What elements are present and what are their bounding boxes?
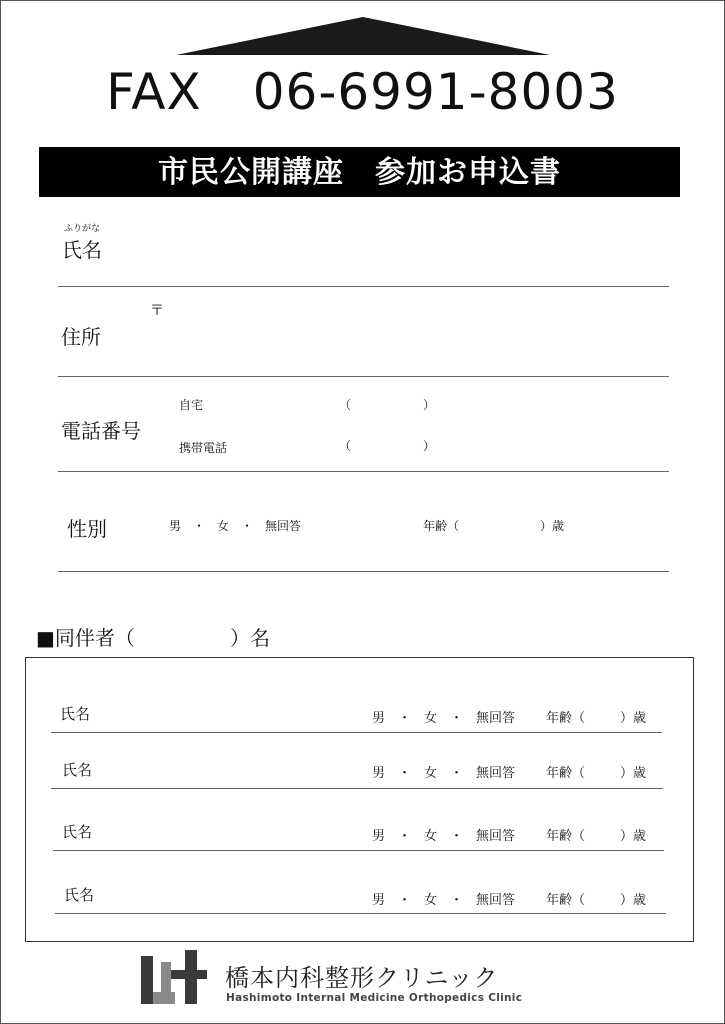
divider: [53, 850, 664, 851]
divider: [55, 913, 666, 914]
postal-mark: 〒: [150, 303, 164, 319]
clinic-name-ja: 橋本内科整形クリニック: [225, 964, 499, 992]
phone-home-field[interactable]: [240, 390, 660, 416]
roof-arrow-icon: [176, 17, 550, 55]
divider: [58, 471, 669, 472]
gender-options[interactable]: 男 ・ 女 ・ 無回答: [169, 519, 302, 533]
form-title-bar: [39, 147, 680, 197]
clinic-name-en: Hashimoto Internal Medicine Orthopedics Clinic: [226, 992, 523, 1004]
companions-count-field[interactable]: [150, 622, 228, 648]
name-ruby: ふりがな: [64, 224, 101, 234]
clinic-logo-icon: [139, 948, 209, 1010]
form-title: 市民公開講座 参加お申込書: [158, 155, 561, 190]
name-field[interactable]: [170, 220, 665, 282]
phone-mobile-label: 携帯電話: [179, 441, 228, 455]
companion-age-open: 年齢（: [546, 711, 586, 726]
companion-name-label: 氏名: [62, 823, 93, 841]
divider: [58, 571, 669, 572]
phone-mobile-paren-close: ）: [423, 439, 436, 453]
divider: [58, 376, 669, 377]
companion-gender-options[interactable]: 男 ・ 女 ・ 無回答: [372, 893, 516, 908]
fax-number: FAX 06-6991-8003: [106, 63, 619, 121]
phone-home-label: 自宅: [179, 398, 204, 412]
divider: [58, 286, 669, 287]
address-label: 住所: [61, 325, 101, 349]
companion-gender-options[interactable]: 男 ・ 女 ・ 無回答: [372, 766, 516, 781]
companion-gender-options[interactable]: 男 ・ 女 ・ 無回答: [372, 711, 516, 726]
phone-home-paren-open: （: [339, 398, 352, 412]
companion-name-field[interactable]: [100, 698, 360, 728]
age-open: 年齢（: [423, 519, 460, 533]
companions-heading-open: ■同伴者（: [36, 626, 135, 650]
companion-age-close: ）歳: [620, 829, 647, 844]
divider: [51, 732, 662, 733]
companions-heading-close: ）名: [230, 626, 270, 650]
divider: [51, 788, 663, 789]
gender-label: 性別: [67, 517, 107, 541]
phone-mobile-paren-open: （: [339, 439, 352, 453]
age-field[interactable]: [470, 510, 538, 536]
companion-gender-options[interactable]: 男 ・ 女 ・ 無回答: [372, 829, 516, 844]
companion-age-close: ）歳: [620, 766, 647, 781]
companion-name-field[interactable]: [100, 754, 360, 784]
phone-home-paren-close: ）: [423, 398, 436, 412]
companion-name-label: 氏名: [60, 705, 91, 723]
address-field[interactable]: [170, 296, 665, 372]
phone-label: 電話番号: [61, 419, 141, 443]
companion-name-field[interactable]: [100, 879, 360, 909]
companion-age-open: 年齢（: [546, 829, 586, 844]
companion-age-close: ）歳: [620, 711, 647, 726]
companion-name-field[interactable]: [100, 816, 360, 846]
companion-age-open: 年齢（: [546, 893, 586, 908]
companion-age-open: 年齢（: [546, 766, 586, 781]
companion-name-label: 氏名: [64, 886, 95, 904]
name-label: 氏名: [62, 238, 102, 262]
companion-age-close: ）歳: [620, 893, 647, 908]
companion-name-label: 氏名: [62, 761, 93, 779]
phone-mobile-field[interactable]: [240, 432, 660, 458]
age-close: ）歳: [540, 519, 565, 533]
